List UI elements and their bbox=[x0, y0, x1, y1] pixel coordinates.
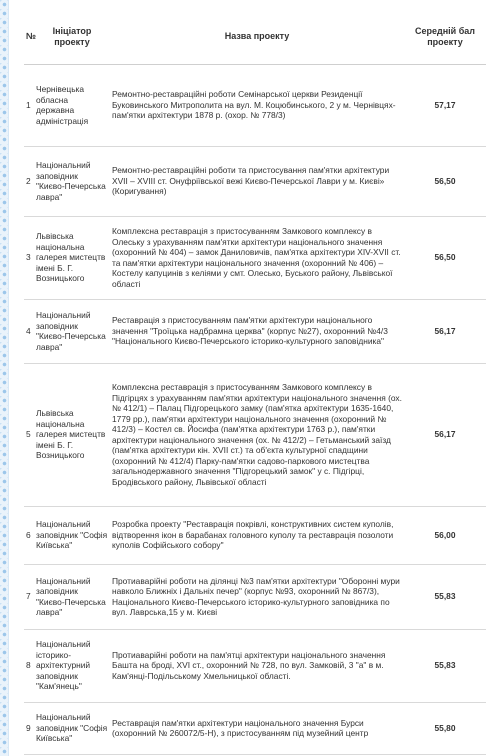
row-score: 56,17 bbox=[404, 299, 486, 363]
row-initiator: Національний заповідник "Софія Київська" bbox=[34, 506, 110, 564]
row-initiator: Львівська національна галерея мистецтв імені Б. Г. Возницького bbox=[34, 216, 110, 299]
row-num: 3 bbox=[24, 216, 34, 299]
row-score: 56,17 bbox=[404, 363, 486, 506]
row-num: 7 bbox=[24, 564, 34, 629]
row-project-name: Комплексна реставрація з пристосуванням Замкового комплексу в Підгірцях з урахуванням пам'ятки архітектури національного значення (ох. № 412/1) – Палац Підгорецького замку (пам'ятка архітектури 1635-1640, 1779 рр.), пам'ятки архітектури національного значення (охоронний № 412/3) – Костел св. Йосифа (пам'ятка архітектури 1763 р.), пам'ятки архітектури національного значення (ох. № 412/2) – Гетьманський заїзд (пам'ятка архітектури кін. XVII ст.) та об'єкта культурної спадщини (охоронний № 412/4) Парку-пам'ятки садово-паркового мистецтва загальнодержавного значення "Підгорецький замок" у с. Підгірці, Бродівського району, Львівської області bbox=[110, 363, 404, 506]
row-project-name: Ремонтно-реставраційні роботи та пристосування пам'ятки архітектури XVII – XVIII ст. Онуфріївської вежі Києво-Печерської Лаври у м. Києві» (Коригування) bbox=[110, 146, 404, 216]
row-num: 4 bbox=[24, 299, 34, 363]
table-row bbox=[24, 702, 486, 754]
header-initiator: Ініціатор проекту bbox=[34, 10, 110, 64]
table-row bbox=[24, 216, 486, 299]
projects-table bbox=[24, 10, 486, 755]
header-project-name: Назва проекту bbox=[110, 10, 404, 64]
table-row bbox=[24, 564, 486, 629]
ornamental-border bbox=[0, 0, 9, 756]
row-initiator: Львівська національна галерея мистецтв імені Б. Г. Возницького bbox=[34, 363, 110, 506]
row-project-name: Протиаварійні роботи на ділянці №3 пам'ятки архітектури "Оборонні мури навколо Ближніх і Дальніх печер" (корпус №93, охоронний № 867/3), Національного Києво-Печерського історико-культурного заповідника по вул. Лаврська,15 у м. Києві bbox=[110, 564, 404, 629]
row-initiator: Національний заповідник "Києво-Печерська лавра" bbox=[34, 299, 110, 363]
row-score: 56,00 bbox=[404, 506, 486, 564]
row-project-name: Протиаварійні роботи на пам'ятці архітектури національного значення Башта на броді, XVI ст., охоронний № 728, по вул. Замковій, 3 "а" в м. Кам'янці-Подільському Хмельницької області. bbox=[110, 629, 404, 702]
header-num: № bbox=[24, 10, 34, 64]
row-num: 5 bbox=[24, 363, 34, 506]
row-num: 2 bbox=[24, 146, 34, 216]
table-row bbox=[24, 363, 486, 506]
row-num: 6 bbox=[24, 506, 34, 564]
row-project-name: Комплексна реставрація з пристосуванням Замкового комплексу в Олеську з урахуванням пам'ятки архітектури національного значення (охоронний № 404) – замок Даниловичів, пам'ятка архітектури XIV-XVII ст. та пам'ятки архітектури національного значення (охоронний № 406) – Костелу капуцинів з келіями у смт. Олесько, Буського району, Львівської області bbox=[110, 216, 404, 299]
row-project-name: Ремонтно-реставраційні роботи Семінарської церкви Резиденції Буковинського Митрополита на вул. М. Коцюбинського, 2 у м. Чернівцях-пам'ятки архітектури 1878 р. (охор. № 778/3) bbox=[110, 64, 404, 146]
table-row bbox=[24, 64, 486, 146]
table-row bbox=[24, 506, 486, 564]
table-header-row bbox=[24, 10, 486, 64]
row-initiator: Національний заповідник "Києво-Печерська лавра" bbox=[34, 146, 110, 216]
row-score: 56,50 bbox=[404, 146, 486, 216]
row-initiator: Національний історико-архітектурний заповідник "Кам'янець" bbox=[34, 629, 110, 702]
row-initiator: Чернівецька обласна державна адміністрація bbox=[34, 64, 110, 146]
row-score: 55,80 bbox=[404, 702, 486, 754]
row-score: 55,83 bbox=[404, 629, 486, 702]
row-num: 1 bbox=[24, 64, 34, 146]
row-score: 57,17 bbox=[404, 64, 486, 146]
table-row bbox=[24, 629, 486, 702]
row-score: 56,50 bbox=[404, 216, 486, 299]
table-row bbox=[24, 299, 486, 363]
row-num: 8 bbox=[24, 629, 34, 702]
row-initiator: Національний заповідник "Києво-Печерська лавра" bbox=[34, 564, 110, 629]
row-project-name: Розробка проекту "Реставрація покрівлі, конструктивних систем куполів, відтворення ікон в барабанах головного куполу та реставрація позолоти куполів Софійського собору" bbox=[110, 506, 404, 564]
table-row bbox=[24, 146, 486, 216]
row-initiator: Національний заповідник "Софія Київська" bbox=[34, 702, 110, 754]
row-project-name: Реставрація з пристосуванням пам'ятки архітектури національного значення "Троїцька надбрамна церква" (корпус №27), охоронний №4/3 "Національного Києво-Печерського історико-культурного заповідника" bbox=[110, 299, 404, 363]
header-average-score: Середній бал проекту bbox=[404, 10, 486, 64]
row-project-name: Реставрація пам'ятки архітектури національного значення Бурси (охоронний № 260072/5-Н), з пристосуванням під музейний центр bbox=[110, 702, 404, 754]
row-num: 9 bbox=[24, 702, 34, 754]
row-score: 55,83 bbox=[404, 564, 486, 629]
